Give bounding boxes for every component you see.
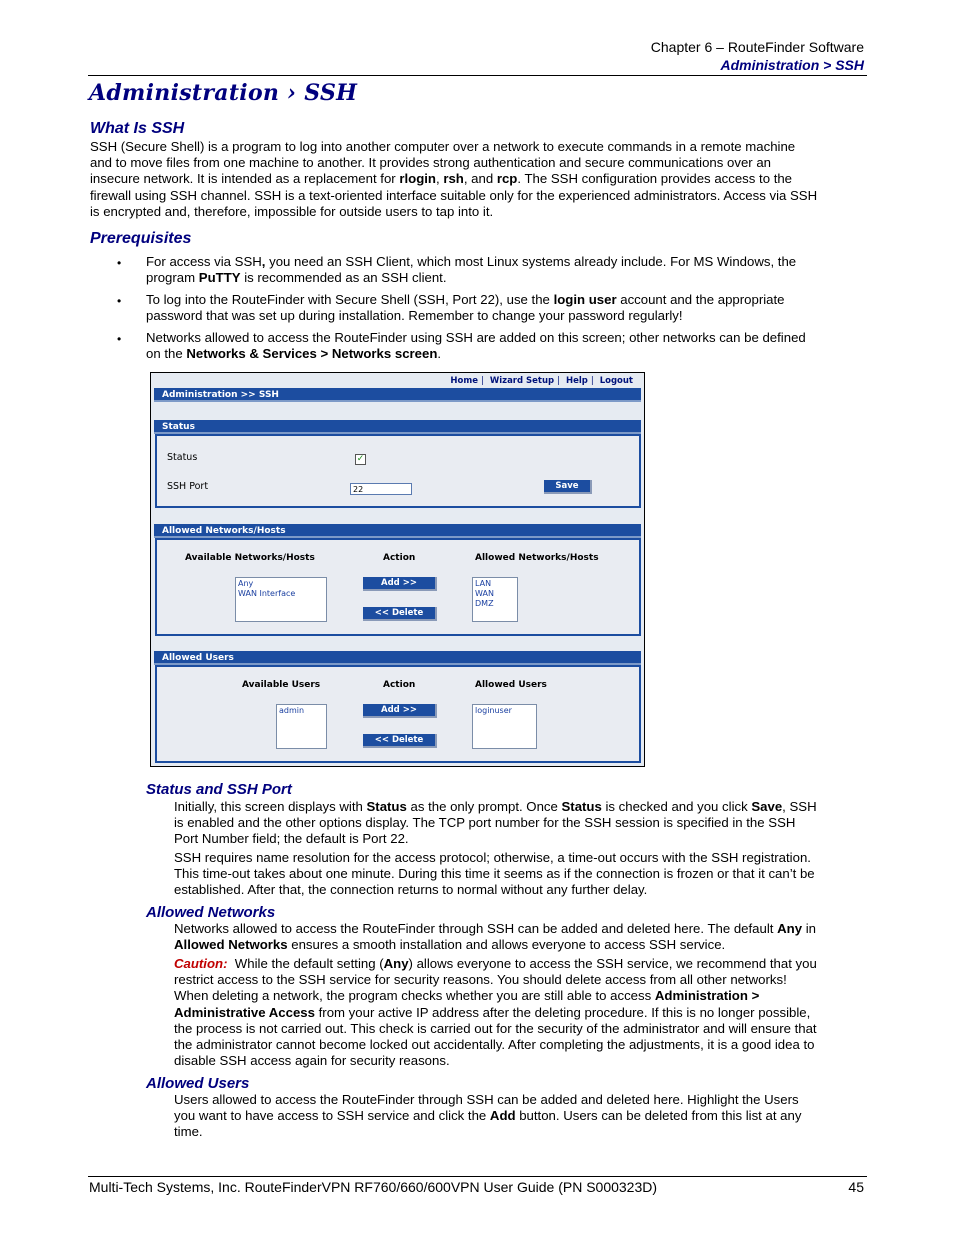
ssh-screen-screenshot	[150, 372, 645, 767]
allowed-users-text: Users allowed to access the RouteFinder through SSH can be added and deleted here. Highlight the Users you want to have access to SSH service and click the Add button. Users can be deleted from this list at any time.	[174, 1092, 802, 1140]
list-item[interactable]: DMZ	[475, 599, 494, 608]
prereq-item-2: To log into the RouteFinder with Secure Shell (SSH, Port 22), use the login user account and the appropriate password that was set up during installation. Remember to change your password regularly!	[146, 292, 785, 324]
list-item[interactable]: admin	[279, 706, 305, 715]
allowed-users-heading: Allowed Users	[146, 1075, 250, 1092]
nav-help[interactable]: Help	[565, 376, 588, 386]
bullet: •	[117, 294, 122, 308]
screen-title-bar: Administration >> SSH	[154, 388, 641, 402]
bullet: •	[117, 332, 122, 346]
status-label: Status	[167, 452, 198, 463]
bullet: •	[117, 256, 122, 270]
allowed-networks-heading: Allowed Networks	[146, 904, 276, 921]
caution-text: Caution: While the default setting (Any) allows everyone to access the SSH service, we recommend that you restrict access to the SSH service for security reasons. You should delete access from all other networks! When deleting a network, the program checks whether you are still able to access Administration > Administrative Access from your active IP address after the deleting procedure. If this is no longer possible, the process is not carried out. This check is carried out for the security of the administrator and will ensure that the administrator cannot become locked out accidentally. After completing the adjustments, it is a good idea to disable SSH access again for security reasons.	[174, 956, 817, 1069]
allowed-users-bar: Allowed Users	[154, 651, 641, 665]
available-networks-list[interactable]	[235, 577, 327, 622]
nav-logout[interactable]: Logout	[599, 376, 633, 386]
delete-network-button[interactable]: << Delete	[363, 607, 437, 621]
nav-wizard-setup[interactable]: Wizard Setup	[489, 376, 555, 386]
prereq-item-1: For access via SSH, you need an SSH Client, which most Linux systems already include. For MS Windows, the program PuTTY is recommended as an SSH client.	[146, 254, 797, 286]
header-rule	[88, 75, 867, 76]
status-checkbox[interactable]: ✓	[356, 454, 365, 464]
list-item[interactable]: WAN Interface	[238, 589, 296, 598]
allowed-users-list[interactable]	[472, 704, 537, 749]
available-networks-header: Available Networks/Hosts	[185, 553, 315, 563]
status-port-text-1: Initially, this screen displays with Status as the only prompt. Once Status is checked and you click Save, SSH is enabled and the other options display. The TCP port number for the SSH session is specified in the SSH Port Number field; the default is Port 22.	[174, 799, 817, 847]
footer-rule	[88, 1176, 867, 1177]
list-item[interactable]: Any	[238, 579, 254, 588]
allowed-networks-list[interactable]	[472, 577, 518, 622]
available-users-header: Available Users	[242, 680, 321, 690]
nav-home[interactable]: Home	[450, 376, 478, 386]
section-header: Administration > SSH	[720, 57, 864, 73]
prerequisites-heading: Prerequisites	[90, 230, 192, 247]
status-port-text-2: SSH requires name resolution for the access protocol; otherwise, a time-out occurs with the SSH registration. This time-out takes about one minute. During this time it seems as if the connection is frozen or that it can’t be established. After that, the connection returns to normal without any further delay.	[174, 850, 815, 898]
chapter-header: Chapter 6 – RouteFinder Software	[650, 39, 864, 55]
allowed-networks-panel	[155, 538, 641, 636]
prereq-item-3: Networks allowed to access the RouteFinder using SSH are added on this screen; other networks can be defined on the Networks & Services > Networks screen.	[146, 330, 806, 362]
list-item[interactable]: loginuser	[475, 706, 512, 715]
add-user-button[interactable]: Add >>	[363, 704, 437, 718]
what-is-ssh-text: SSH (Secure Shell) is a program to log into another computer over a network to execute commands in a remote machine and to move files from one machine to another. It provides strong authentication and secure communications over an insecure network. It is intended as a replacement for rlogin, rsh, and rcp. The SSH configuration provides access to the firewall using SSH channel. SSH is a text-oriented interface suitable only for the experienced administrators. Access via SSH is encrypted and, therefore, impossible for outside users to tap into it.	[90, 139, 818, 219]
allowed-users-panel	[155, 665, 641, 763]
page-number: 45	[848, 1179, 864, 1195]
status-bar: Status	[154, 420, 641, 434]
allowed-networks-header: Allowed Networks/Hosts	[475, 553, 599, 563]
ssh-port-input[interactable]: 22	[350, 483, 412, 495]
list-item[interactable]: LAN	[475, 579, 492, 588]
footer-text: Multi-Tech Systems, Inc. RouteFinderVPN RF760/660/600VPN User Guide (PN S000323D)	[89, 1179, 658, 1195]
add-network-button[interactable]: Add >>	[363, 577, 437, 591]
ssh-port-label: SSH Port	[167, 481, 209, 492]
action-header: Action	[383, 553, 416, 563]
status-panel	[155, 434, 641, 508]
save-button[interactable]: Save	[544, 480, 592, 494]
page-title: Administration › SSH	[89, 80, 358, 106]
status-port-heading: Status and SSH Port	[146, 781, 292, 798]
list-item[interactable]: WAN	[475, 589, 494, 598]
available-users-list[interactable]	[276, 704, 327, 749]
top-nav: Home | Wizard Setup | Help | Logout	[447, 376, 636, 386]
allowed-networks-text: Networks allowed to access the RouteFinder through SSH can be added and deleted here. The default Any in Allowed Networks ensures a smooth installation and allows everyone to access SSH service.	[174, 921, 816, 953]
action-header: Action	[383, 680, 416, 690]
allowed-users-header: Allowed Users	[475, 680, 547, 690]
what-is-ssh-heading: What Is SSH	[90, 120, 185, 137]
allowed-networks-bar: Allowed Networks/Hosts	[154, 524, 641, 538]
delete-user-button[interactable]: << Delete	[363, 734, 437, 748]
